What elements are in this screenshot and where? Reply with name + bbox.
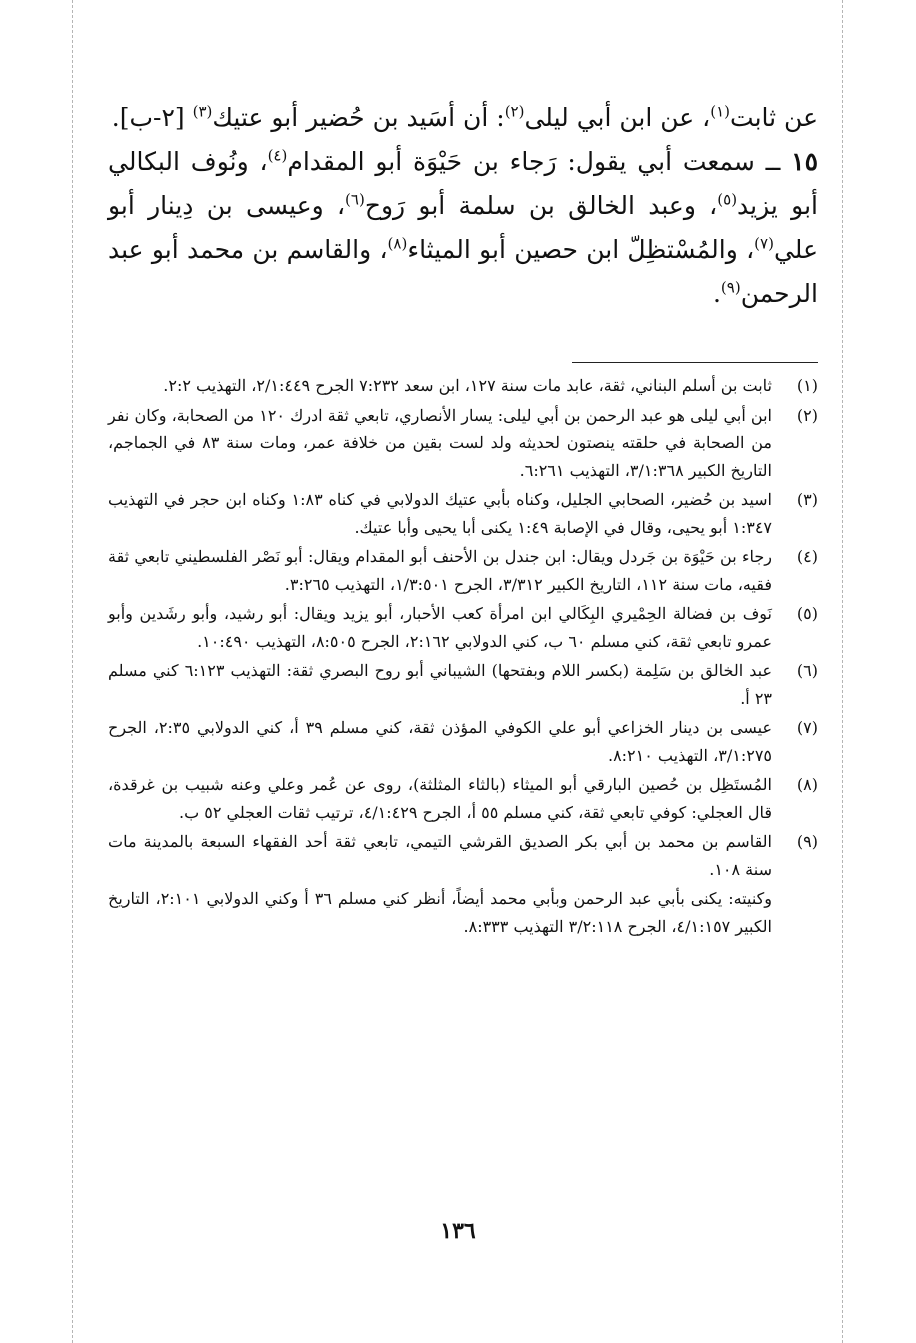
main-paragraph-2 xyxy=(108,140,818,316)
footnote-number: (٩) xyxy=(796,832,818,851)
text-run: ، عن ابن أبي ليلى xyxy=(524,103,711,132)
footnote-ref: (٦) xyxy=(345,190,365,209)
footnote-ref: (٩) xyxy=(720,278,741,297)
page-number: ١٣٦ xyxy=(440,1218,476,1244)
text-run: ، والقاسم بن محمد أبو عبد الرحمن xyxy=(108,235,818,308)
text-run: : أن أسَيد بن حُضير أبو عتيك xyxy=(212,103,505,132)
footnote-text: المُستَظِل بن حُصين البارقي أبو الميثاء (بالثاء المثلثة)، روى عن عُمر وعلي وعنه شبيب بن غرقدة، قال العجلي: كوفي تابعي ثقة، كني مسلم ٥٥ أ، الجرح ٤/١:٤٢٩، ترتيب ثقات العجلي ٥٢ ب. xyxy=(108,775,773,822)
footnote-ref: (١) xyxy=(710,102,731,121)
text-run: . xyxy=(712,279,721,308)
footnote-separator xyxy=(572,362,818,363)
footnote-number: (١) xyxy=(796,376,818,395)
footnote-item xyxy=(108,771,818,826)
footnote-text: ثابت بن أسلم البناني، ثقة، عابد مات سنة ١٢٧، ابن سعد ٧:٢٣٢ الجرح ٢/١:٤٤٩، التهذيب ٢:٢. xyxy=(163,376,772,395)
footnote-number: (٦) xyxy=(796,661,818,680)
footnote-ref: (٥) xyxy=(717,190,738,209)
footnote-ref: (٢) xyxy=(504,102,525,121)
hadith-number: ١٥ xyxy=(791,147,818,176)
footnote-item xyxy=(108,402,818,485)
footnote-number: (٣) xyxy=(796,490,818,509)
footnote-item xyxy=(108,714,818,769)
footnote-number: (٢) xyxy=(796,405,818,425)
footnote-number: (٨) xyxy=(796,775,818,794)
footnote-continuation: وكنيته: يكنى بأبي عبد الرحمن وبأبي محمد أيضاً، أنظر كني مسلم ٣٦ أ وكني الدولابي ٢:١٠١، التاريخ الكبير ٤/١:١٥٧، الجرح ٣/٢:١١٨ التهذيب ٨:٣٣٣. xyxy=(108,889,773,936)
footnote-ref: (٤) xyxy=(267,146,288,165)
footnote-text: القاسم بن محمد بن أبي بكر الصديق القرشي التيمي، تابعي ثقة أحد الفقهاء السبعة بالمدينة مات سنة ١٠٨. xyxy=(108,832,772,879)
footnote-item xyxy=(108,657,818,712)
folio-marker: [٢-ب]. xyxy=(111,103,193,132)
footnote-ref: (٣) xyxy=(192,102,213,121)
footnote-text: ابن أبي ليلى هو عبد الرحمن بن أبي ليلى: يسار الأنصاري، تابعي ثقة ادرك ١٢٠ من الصحابة، وكان نفر من الصحابة في حلقته ينصتون لحديثه ولد لست بقين من خلافة عمر، ومات سنة ٨٣ في الجماجم، التاريخ الكبير ٣/١:٣٦٨، التهذيب ٦:٢٦١. xyxy=(108,405,772,480)
footnote-text: اسيد بن حُضير، الصحابي الجليل، وكناه بأبي عتيك الدولابي في كناه ١:٨٣ وكناه ابن حجر في التهذيب ١:٣٤٧ أبو يحيى، وقال في الإصابة ١:٤٩ يكنى أبا يحيى وأبا عتيك. xyxy=(108,490,772,537)
footnote-number: (٧) xyxy=(796,718,818,737)
footnote-text: عيسى بن دينار الخزاعي أبو علي الكوفي المؤذن ثقة، كني مسلم ٣٩ أ، كني الدولابي ٢:٣٥، الجرح ٣/١:٢٧٥، التهذيب ٨:٢١٠. xyxy=(108,718,772,765)
footnote-item xyxy=(108,486,818,541)
page-edge-right xyxy=(842,0,843,1343)
text-run: ، ونُوف البكالي أبو يزيد xyxy=(108,147,818,220)
footnote-number: (٤) xyxy=(796,547,818,566)
text-run: ، وعبد الخالق بن سلمة أبو رَوح xyxy=(364,191,718,220)
footnote-item xyxy=(108,600,818,655)
footnotes xyxy=(108,372,818,940)
footnote-ref: (٧) xyxy=(754,234,774,253)
text-run: عن ثابت xyxy=(730,103,818,132)
text-run: ــ سمعت أبي يقول: رَجاء بن حَيْوَة أبو المقدام xyxy=(287,147,792,176)
footnote-item xyxy=(108,372,818,400)
main-text xyxy=(108,96,818,316)
footnote-ref: (٨) xyxy=(387,234,408,253)
footnote-text: نَوف بن فضالة الحِمْيري البِكَالي ابن امرأة كعب الأحبار، أبو يزيد ويقال: أبو رشيد، وأبو رشَدين وأبو عمرو تابعي ثقة، كني مسلم ٦٠ ب، كني الدولابي ٢:١٦٢، الجرح ٨:٥٠٥، التهذيب ١٠:٤٩٠. xyxy=(108,604,772,651)
footnote-text: رجاء بن حَيْوَة بن جَردل ويقال: ابن جندل بن الأحنف أبو المقدام ويقال: أبو نَصْر الفلسطيني تابعي ثقة فقيه، مات سنة ١١٢، التاريخ الكبير ٣/٣١٢، الجرح ١/٣:٥٠١، التهذيب ٣:٢٦٥. xyxy=(108,547,772,594)
footnote-number: (٥) xyxy=(796,604,818,623)
footnote-text: عبد الخالق بن سَلِمة (بكسر اللام وبفتحها) الشيباني أبو روح البصري ثقة: التهذيب ٦:١٢٣ كني مسلم ٢٣ أ. xyxy=(108,661,772,708)
text-run: ، والمُسْتظِلّ ابن حصين أبو الميثاء xyxy=(407,235,755,264)
text-run: ، وعيسى بن دِينار أبو علي xyxy=(108,191,818,264)
footnote-item xyxy=(108,543,818,598)
main-paragraph-1 xyxy=(108,96,818,140)
footnote-item xyxy=(108,828,818,883)
page-edge-left xyxy=(72,0,73,1343)
